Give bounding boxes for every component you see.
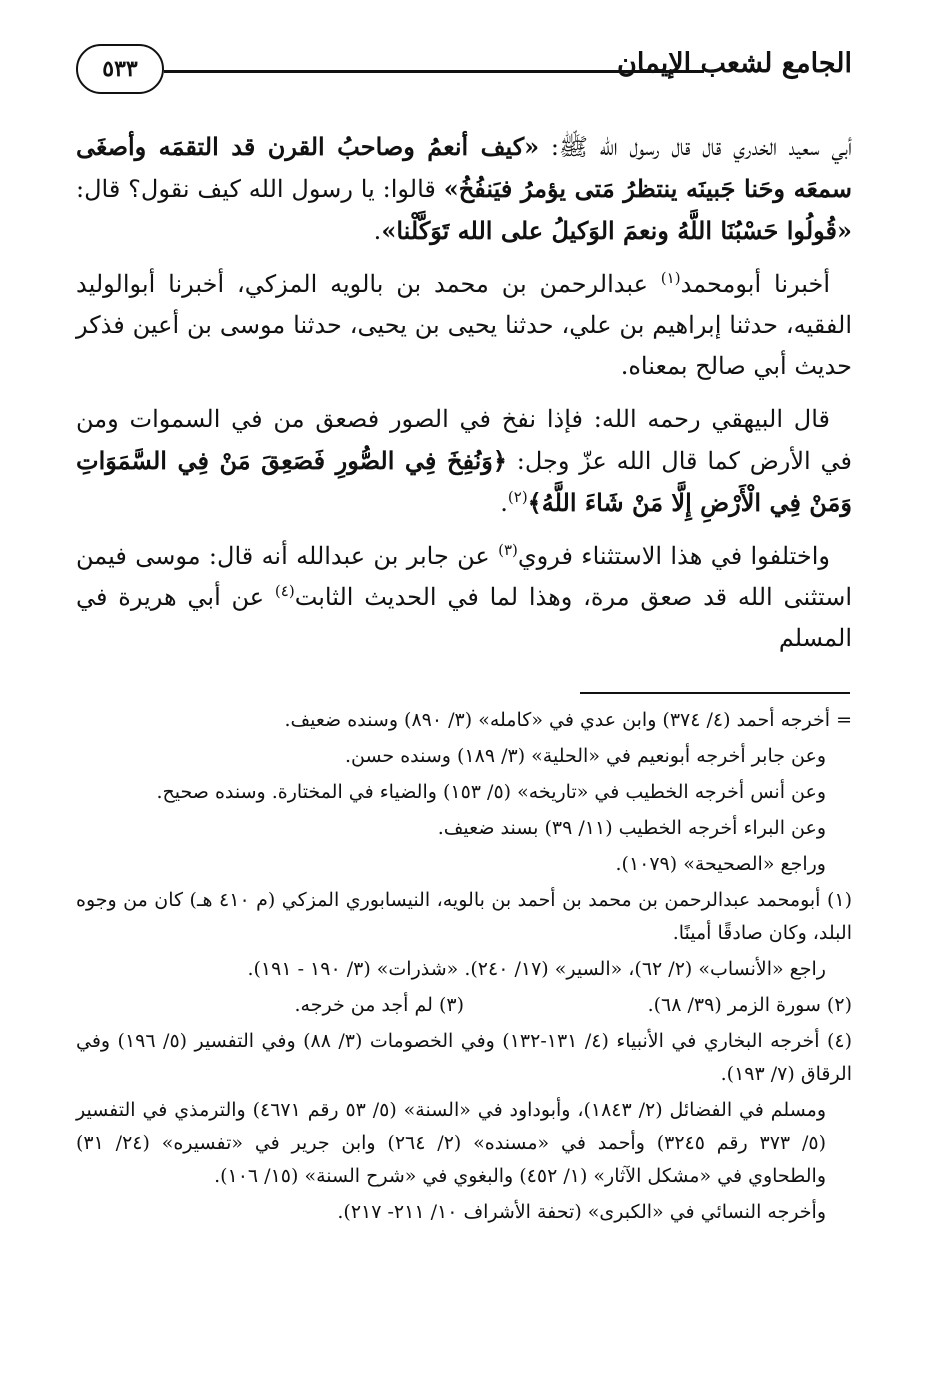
footnotes (76, 704, 852, 1232)
footnote-4-cont: وأخرجه النسائي في «الكبرى» (تحفة الأشراف ١٠/ ٢١١- ٢١٧). (337, 1201, 826, 1223)
footnote-separator (580, 692, 850, 694)
footnote-ref-2[interactable]: (٢) (507, 488, 528, 506)
paragraph-1 (76, 126, 852, 252)
p1-text-3: قالوا: يا رسول الله كيف نقول؟ قال: (76, 175, 444, 203)
p1-hadith-quote: «كيف أنعمُ وصاحبُ القرن قد التقمَه وأصغَى سمعَه وحَنا جَبينَه ينتظرُ مَتى يؤمرُ فيَنفُخُ» (76, 132, 853, 203)
footnote-line: وعن البراء أخرجه الخطيب (١١/ ٣٩) بسند ضعيف. (437, 817, 826, 839)
footnote-ref-3[interactable]: (٣) (498, 541, 518, 559)
p4-text-2: عن جابر بن عبدالله أنه قال: موسى فيمن استثنى الله قد صعق مرة، وهذا لما في الحديث الثابت (76, 542, 852, 611)
p3-text-3: . (500, 489, 508, 517)
p1-hadith-quote-2: «قُولُوا حَسْبُنَا اللَّهُ ونعمَ الوَكيلُ على الله تَوَكَّلْنا» (381, 216, 852, 245)
footnotes-2-3 (76, 989, 852, 1022)
p1-text-5: . (373, 217, 382, 245)
footnote-1: (١) أبومحمد عبدالرحمن بن محمد بن أحمد بن بالويه، النيسابوري المزكي (م ٤١٠ هـ) كان من وجوه البلد، وكان صادقًا أمينًا. (76, 889, 852, 944)
p3-quran-verse: ﴿وَنُفِخَ فِي الصُّورِ فَصَعِقَ مَنْ فِي السَّمَوَاتِ وَمَنْ فِي الْأَرْضِ إِلَّا مَنْ شَاءَ اللَّهُ﴾ (76, 446, 852, 517)
p1-text-1: أبي سعيد الخدري قال قال رسول الله ﷺ: (539, 133, 852, 161)
book-title: الجامع لشعب الإيمان (617, 48, 852, 79)
page-number: ٥٣٣ (76, 44, 164, 94)
footnote-4: (٤) أخرجه البخاري في الأنبياء (٤/ ١٣١-١٣٢) وفي الخصومات (٣/ ٨٨) وفي التفسير (٥/ ١٩٦) وفي الرقاق (٧/ ١٩٣). (76, 1030, 853, 1085)
footnote-1-refs: راجع «الأنساب» (٢/ ٦٢)، «السير» (١٧/ ٢٤٠). «شذرات» (٣/ ١٩٠ - ١٩١). (247, 958, 826, 980)
footnote-ref-4[interactable]: (٤) (274, 582, 295, 600)
footnote-3: (٣) لم أجد من خرجه. (294, 994, 464, 1016)
footnote-line: وعن جابر أخرجه أبونعيم في «الحلية» (٣/ ١٨٩) وسنده حسن. (344, 745, 826, 767)
page-header (76, 40, 852, 106)
footnote-ref-1[interactable]: (١) (660, 269, 681, 287)
paragraph-3 (76, 399, 852, 524)
footnote-line: وراجع «الصحيحة» (١٠٧٩). (615, 853, 826, 875)
footnote-line: وعن أنس أخرجه الخطيب في «تاريخه» (٥/ ١٥٣) والضياء في المختارة. وسنده صحيح. (156, 781, 826, 803)
p2-text-1: أخبرنا أبومحمد (680, 270, 830, 298)
main-text (76, 126, 852, 671)
paragraph-2 (76, 264, 852, 387)
paragraph-4 (76, 536, 852, 659)
p2-text-2: عبدالرحمن بن محمد بن بالويه المزكي، أخبرنا أبوالوليد الفقيه، حدثنا إبراهيم بن علي، حدثنا يحيى بن يحيى، حدثنا موسى بن أعين فذكر حديث أبي صالح بمعناه. (76, 270, 852, 380)
p3-text-1: قال البيهقي رحمه الله: فإذا نفخ في الصور فصعق من في السموات ومن في الأرض كما قال الله عزّ وجل: (76, 405, 853, 475)
footnote-4-cont: ومسلم في الفضائل (٢/ ١٨٤٣)، وأبوداود في «السنة» (٥/ ٥٣ رقم ٤٦٧١) والترمذي في التفسير (٥/ ٣٧٣ رقم ٣٢٤٥) وأحمد في «مسنده» (٢/ ٢٦٤) وابن جرير في «تفسيره» (٢٤/ ٣١) والطحاوي في «مشكل الآثار» (١/ ٤٥٢) والبغوي في «شرح السنة» (١٥/ ١٠٦). (76, 1099, 827, 1187)
footnote-2: (٢) سورة الزمر (٣٩/ ٦٨). (647, 994, 852, 1016)
footnote-continued: = أخرجه أحمد (٤/ ٣٧٤) وابن عدي في «كامله» (٣/ ٨٩٠) وسنده ضعيف. (284, 709, 852, 731)
p4-text-1: واختلفوا في هذا الاستثناء فروي (517, 542, 831, 570)
p4-text-3: عن أبي هريرة في المسلم (76, 583, 852, 652)
